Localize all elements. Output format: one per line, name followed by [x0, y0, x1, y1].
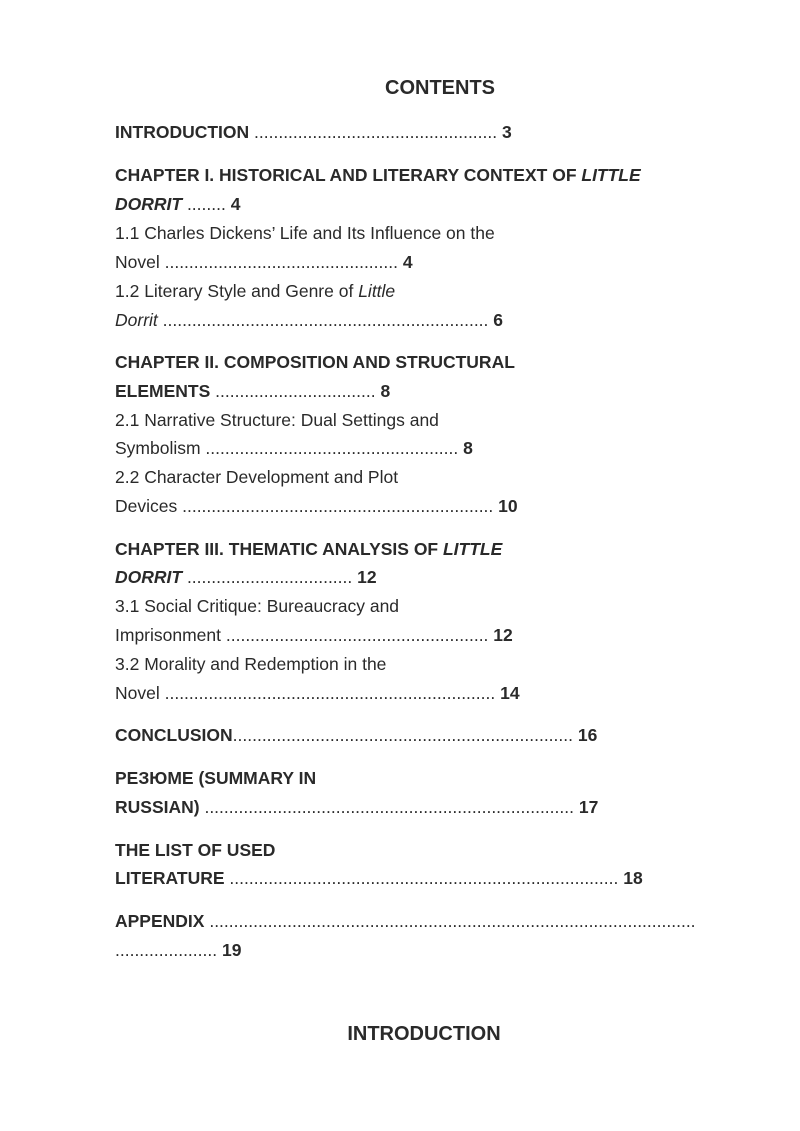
toc-appendix-line2[interactable] — [115, 939, 241, 961]
entry-label: 3.1 Social Critique: Bureaucracy and — [115, 596, 400, 616]
page-number: 17 — [578, 797, 599, 817]
toc-entry-3-2-line2[interactable] — [115, 682, 520, 704]
page-number: 18 — [623, 868, 643, 888]
entry-label: CHAPTER II. COMPOSITION AND STRUCTURAL — [115, 352, 515, 372]
entry-label-italic: DORRIT — [115, 567, 183, 587]
entry-label: INTRODUCTION — [115, 122, 250, 142]
leader-dots: ................................................................... — [157, 310, 494, 330]
entry-label: CHAPTER I. HISTORICAL AND LITERARY CONTEXT OF — [115, 165, 582, 185]
page-number: 14 — [500, 683, 520, 703]
toc-literature-line1[interactable] — [115, 839, 275, 861]
page-number: 10 — [498, 496, 518, 516]
toc-chapter2-line1[interactable] — [115, 351, 515, 373]
entry-label: THE LIST OF USED — [115, 840, 276, 860]
entry-label: RUSSIAN) — [115, 797, 200, 817]
entry-label-italic: LITTLE — [442, 539, 503, 559]
page-number: 8 — [463, 438, 473, 458]
leader-dots: ........ — [182, 194, 231, 214]
entry-label-italic: Little — [358, 281, 396, 301]
toc-chapter3-line1[interactable] — [115, 538, 502, 560]
entry-label: APPENDIX — [115, 911, 205, 931]
leader-dots: .................................................................................................... — [204, 911, 696, 931]
leader-dots: .................................. — [182, 567, 358, 587]
toc-entry-3-2-line1[interactable] — [115, 653, 386, 675]
entry-label: РЕЗЮМЕ (SUMMARY IN — [115, 768, 317, 788]
toc-entry-2-2-line1[interactable] — [115, 466, 398, 488]
leader-dots: ................................................................................ — [224, 868, 624, 888]
entry-label-italic: DORRIT — [115, 194, 183, 214]
page-number: 3 — [502, 122, 512, 142]
toc-entry-1-2-line2[interactable] — [115, 309, 503, 331]
leader-dots: ..................... — [115, 940, 222, 960]
page-number: 12 — [357, 567, 377, 587]
toc-entry-3-1-line2[interactable] — [115, 624, 513, 646]
leader-dots: ................................. — [210, 381, 381, 401]
entry-label: CONCLUSION — [115, 725, 233, 745]
entry-label: ELEMENTS — [115, 381, 211, 401]
entry-label: CHAPTER III. THEMATIC ANALYSIS OF — [115, 539, 443, 559]
toc-resume-line2[interactable] — [115, 796, 598, 818]
page-number: 4 — [230, 194, 241, 214]
toc-entry-1-1-line2[interactable] — [115, 251, 413, 273]
page-number: 6 — [493, 310, 503, 330]
toc-entry-conclusion[interactable] — [115, 724, 597, 746]
toc-entry-1-1-line1[interactable] — [115, 222, 495, 244]
leader-dots: ...................................................................... — [232, 725, 578, 745]
toc-chapter1-line1[interactable] — [115, 164, 641, 186]
page-number: 12 — [493, 625, 513, 645]
toc-entry-2-1-line1[interactable] — [115, 409, 439, 431]
entry-label: 1.1 Charles Dickens’ Life and Its Influence on the — [115, 223, 495, 243]
toc-entry-2-1-line2[interactable] — [115, 437, 473, 459]
entry-label: 2.1 Narrative Structure: Dual Settings and — [115, 410, 439, 430]
page-number: 16 — [577, 725, 598, 745]
entry-label: LITERATURE — [115, 868, 225, 888]
toc-entry-introduction[interactable] — [115, 121, 512, 143]
entry-label: 3.2 Morality and Redemption in the — [115, 654, 387, 674]
toc-entry-3-1-line1[interactable] — [115, 595, 399, 617]
toc-entry-1-2-line1[interactable] — [115, 280, 395, 302]
entry-label: 2.2 Character Development and Plot — [115, 467, 399, 487]
entry-label: 1.2 Literary Style and Genre of — [115, 281, 359, 301]
toc-literature-line2[interactable] — [115, 867, 643, 889]
entry-label-italic: Dorrit — [115, 310, 158, 330]
page-number: 8 — [380, 381, 391, 401]
toc-appendix-line1[interactable] — [115, 910, 696, 932]
toc-chapter3-line2[interactable] — [115, 566, 377, 588]
page-number: 19 — [221, 940, 242, 960]
entry-label-dots: Novel ................................................ — [115, 252, 403, 272]
page-number: 4 — [402, 252, 413, 272]
introduction-heading: INTRODUCTION — [347, 1023, 501, 1045]
contents-title: CONTENTS — [385, 77, 495, 99]
toc-chapter2-line2[interactable] — [115, 380, 390, 402]
entry-label-italic: LITTLE — [581, 165, 641, 185]
leader-dots: .................................................. — [249, 122, 498, 142]
leader-dots: ............................................................................ — [199, 797, 579, 817]
entry-label-dots: Novel .................................................................... — [115, 683, 501, 703]
entry-label-dots: Devices ................................................................ — [115, 496, 499, 516]
toc-resume-line1[interactable] — [115, 767, 316, 789]
entry-label-dots: Imprisonment ...................................................... — [115, 625, 494, 645]
toc-chapter1-line2[interactable] — [115, 193, 240, 215]
entry-label-dots: Symbolism .................................................... — [115, 438, 464, 458]
toc-entry-2-2-line2[interactable] — [115, 495, 518, 517]
